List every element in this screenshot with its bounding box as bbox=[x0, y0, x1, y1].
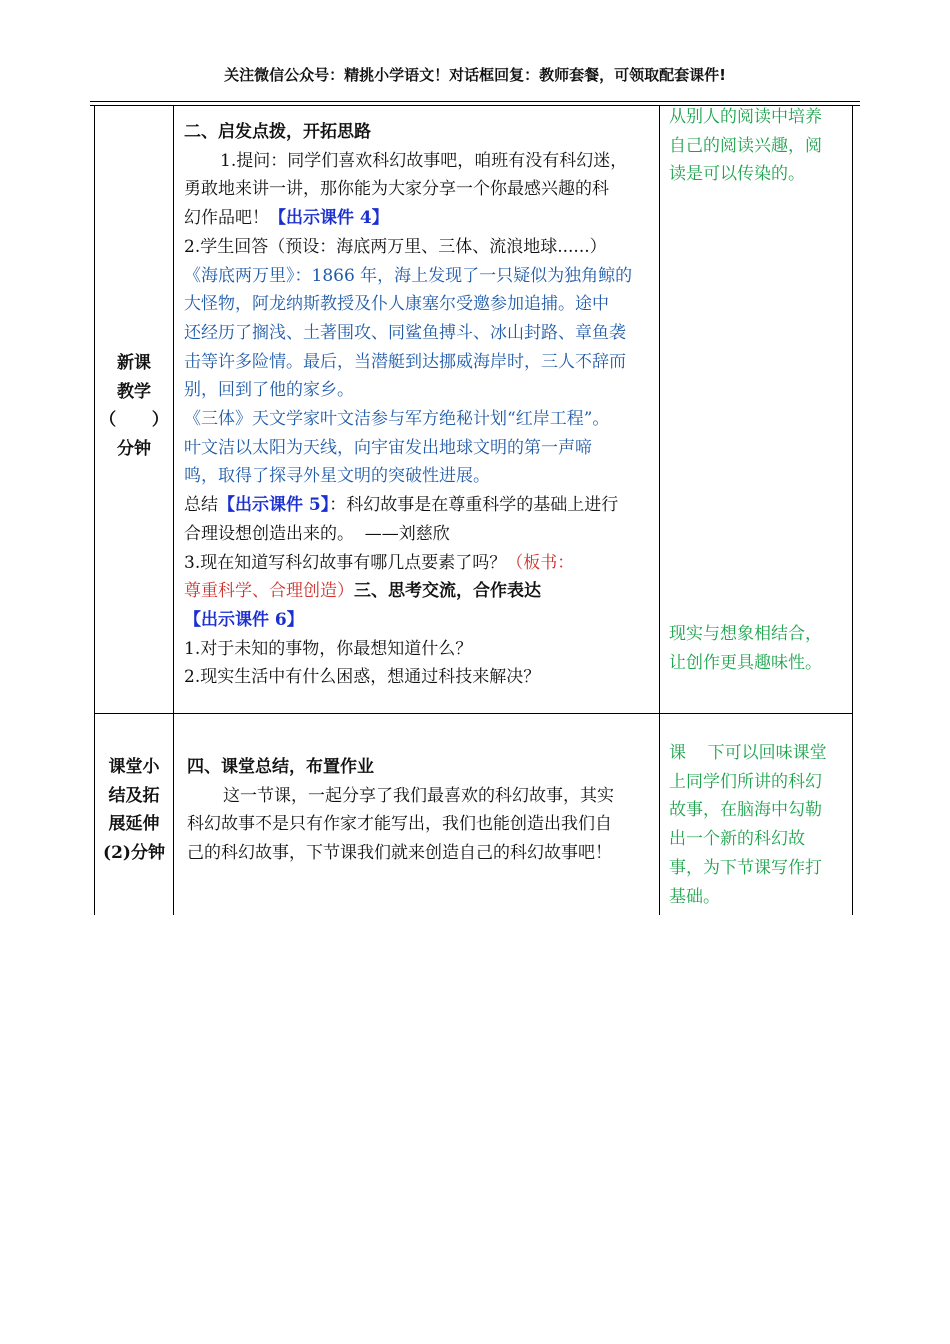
courseware-tag: 【出示课件 5】 bbox=[218, 495, 330, 516]
page-header: 关注微信公众号：精挑小学语文！对话框回复：教师套餐，可领取配套课件! bbox=[224, 66, 726, 84]
note-line: 自己的阅读兴趣，阅 bbox=[669, 135, 822, 156]
row1-note-bottom bbox=[669, 620, 852, 677]
note-line: 故事，在脑海中勾勒 bbox=[669, 800, 822, 821]
text-line: 勇敢地来讲一讲，那你能为大家分享一个你最感兴趣的科 bbox=[184, 179, 609, 200]
row1-label-line: 教学 bbox=[117, 381, 151, 402]
note-line: 让创作更具趣味性。 bbox=[669, 652, 822, 673]
row1-label-line: 新课 bbox=[117, 353, 151, 373]
row2-label bbox=[95, 753, 173, 868]
story-line: 鸣，取得了探寻外星文明的突破性进展。 bbox=[184, 466, 490, 487]
note-line: 基础。 bbox=[669, 886, 720, 907]
text-line: 合理设想创造出来的。 ——刘慈欣 bbox=[184, 523, 450, 544]
row1-content bbox=[184, 118, 660, 692]
text-line: 1.提问：同学们喜欢科幻故事吧，咱班有没有科幻迷， bbox=[220, 150, 628, 171]
section-heading: 二、启发点拨，开拓思路 bbox=[184, 122, 371, 142]
board-note: 尊重科学、合理创造） bbox=[184, 581, 354, 602]
text-line: 科幻故事不是只有作家才能写出，我们也能创造出我们自 bbox=[187, 814, 612, 835]
row2-label-line: 结及拓 bbox=[108, 785, 160, 806]
note-line: 从别人的阅读中培养 bbox=[669, 107, 822, 127]
text-line: 总结 bbox=[184, 495, 218, 516]
row2-label-line: 展延伸 bbox=[108, 814, 160, 835]
table-divider-1 bbox=[173, 105, 174, 915]
text-line: 己的科幻故事，下节课我们就来创造自己的科幻故事吧！ bbox=[187, 843, 612, 864]
text-line: 2.学生回答（预设：海底两万里、三体、流浪地球......） bbox=[184, 236, 607, 257]
board-note: （板书： bbox=[506, 552, 575, 573]
table-border-right bbox=[852, 105, 853, 915]
section-heading: 四、课堂总结，布置作业 bbox=[187, 757, 374, 777]
story-line: 还经历了搁浅、土著围攻、同鲨鱼搏斗、冰山封路、章鱼袭 bbox=[184, 322, 626, 343]
text-line: ：科幻故事是在尊重科学的基础上进行 bbox=[329, 495, 619, 516]
text-line: 这一节课，一起分享了我们最喜欢的科幻故事，其实 bbox=[223, 785, 614, 806]
note-line: 事，为下节课写作打 bbox=[669, 857, 822, 878]
courseware-tag: 【出示课件 4】 bbox=[269, 208, 389, 229]
text-line: 2.现实生活中有什么困惑，想通过科技来解决？ bbox=[184, 667, 541, 688]
story-line: 击等许多险情。最后，当潜艇到达挪威海岸时，三人不辞而 bbox=[184, 351, 626, 372]
row1-label bbox=[95, 349, 173, 464]
note-line: 上同学们所讲的科幻 bbox=[669, 771, 822, 792]
row1-label-line: （ ） bbox=[99, 410, 169, 431]
note-line: 现实与想象相结合， bbox=[669, 624, 822, 644]
text-line: 幻作品吧！ bbox=[184, 208, 269, 229]
row1-label-line: 分钟 bbox=[117, 439, 151, 460]
row2-content bbox=[187, 753, 659, 868]
row2-note bbox=[669, 739, 852, 911]
section-heading: 三、思考交流，合作表达 bbox=[354, 581, 541, 602]
header-rule bbox=[90, 101, 860, 102]
text-line: 3.现在知道写科幻故事有哪几点要素了吗？ bbox=[184, 552, 507, 573]
story-line: 别，回到了他的家乡。 bbox=[184, 380, 354, 401]
note-line: 读是可以传染的。 bbox=[669, 164, 805, 185]
row2-label-line: (2)分钟 bbox=[103, 843, 165, 864]
courseware-tag: 【出示课件 6】 bbox=[184, 609, 304, 630]
story-line: 叶文洁以太阳为天线，向宇宙发出地球文明的第一声啼 bbox=[184, 437, 592, 458]
story-line: 《三体》天文学家叶文洁参与军方绝秘计划“红岸工程”。 bbox=[184, 409, 610, 430]
row-divider bbox=[94, 713, 853, 714]
text-line: 1.对于未知的事物，你最想知道什么？ bbox=[184, 638, 473, 659]
note-line: 出一个新的科幻故 bbox=[669, 829, 805, 850]
note-line: 课 下可以回味课堂 bbox=[669, 743, 827, 763]
story-line: 大怪物，阿龙纳斯教授及仆人康塞尔受邀参加追捕。途中 bbox=[184, 294, 609, 315]
story-line: 《海底两万里》：1866 年，海上发现了一只疑似为独角鲸的 bbox=[184, 265, 633, 286]
row1-note-top bbox=[669, 103, 852, 189]
row2-label-line: 课堂小 bbox=[108, 757, 160, 777]
